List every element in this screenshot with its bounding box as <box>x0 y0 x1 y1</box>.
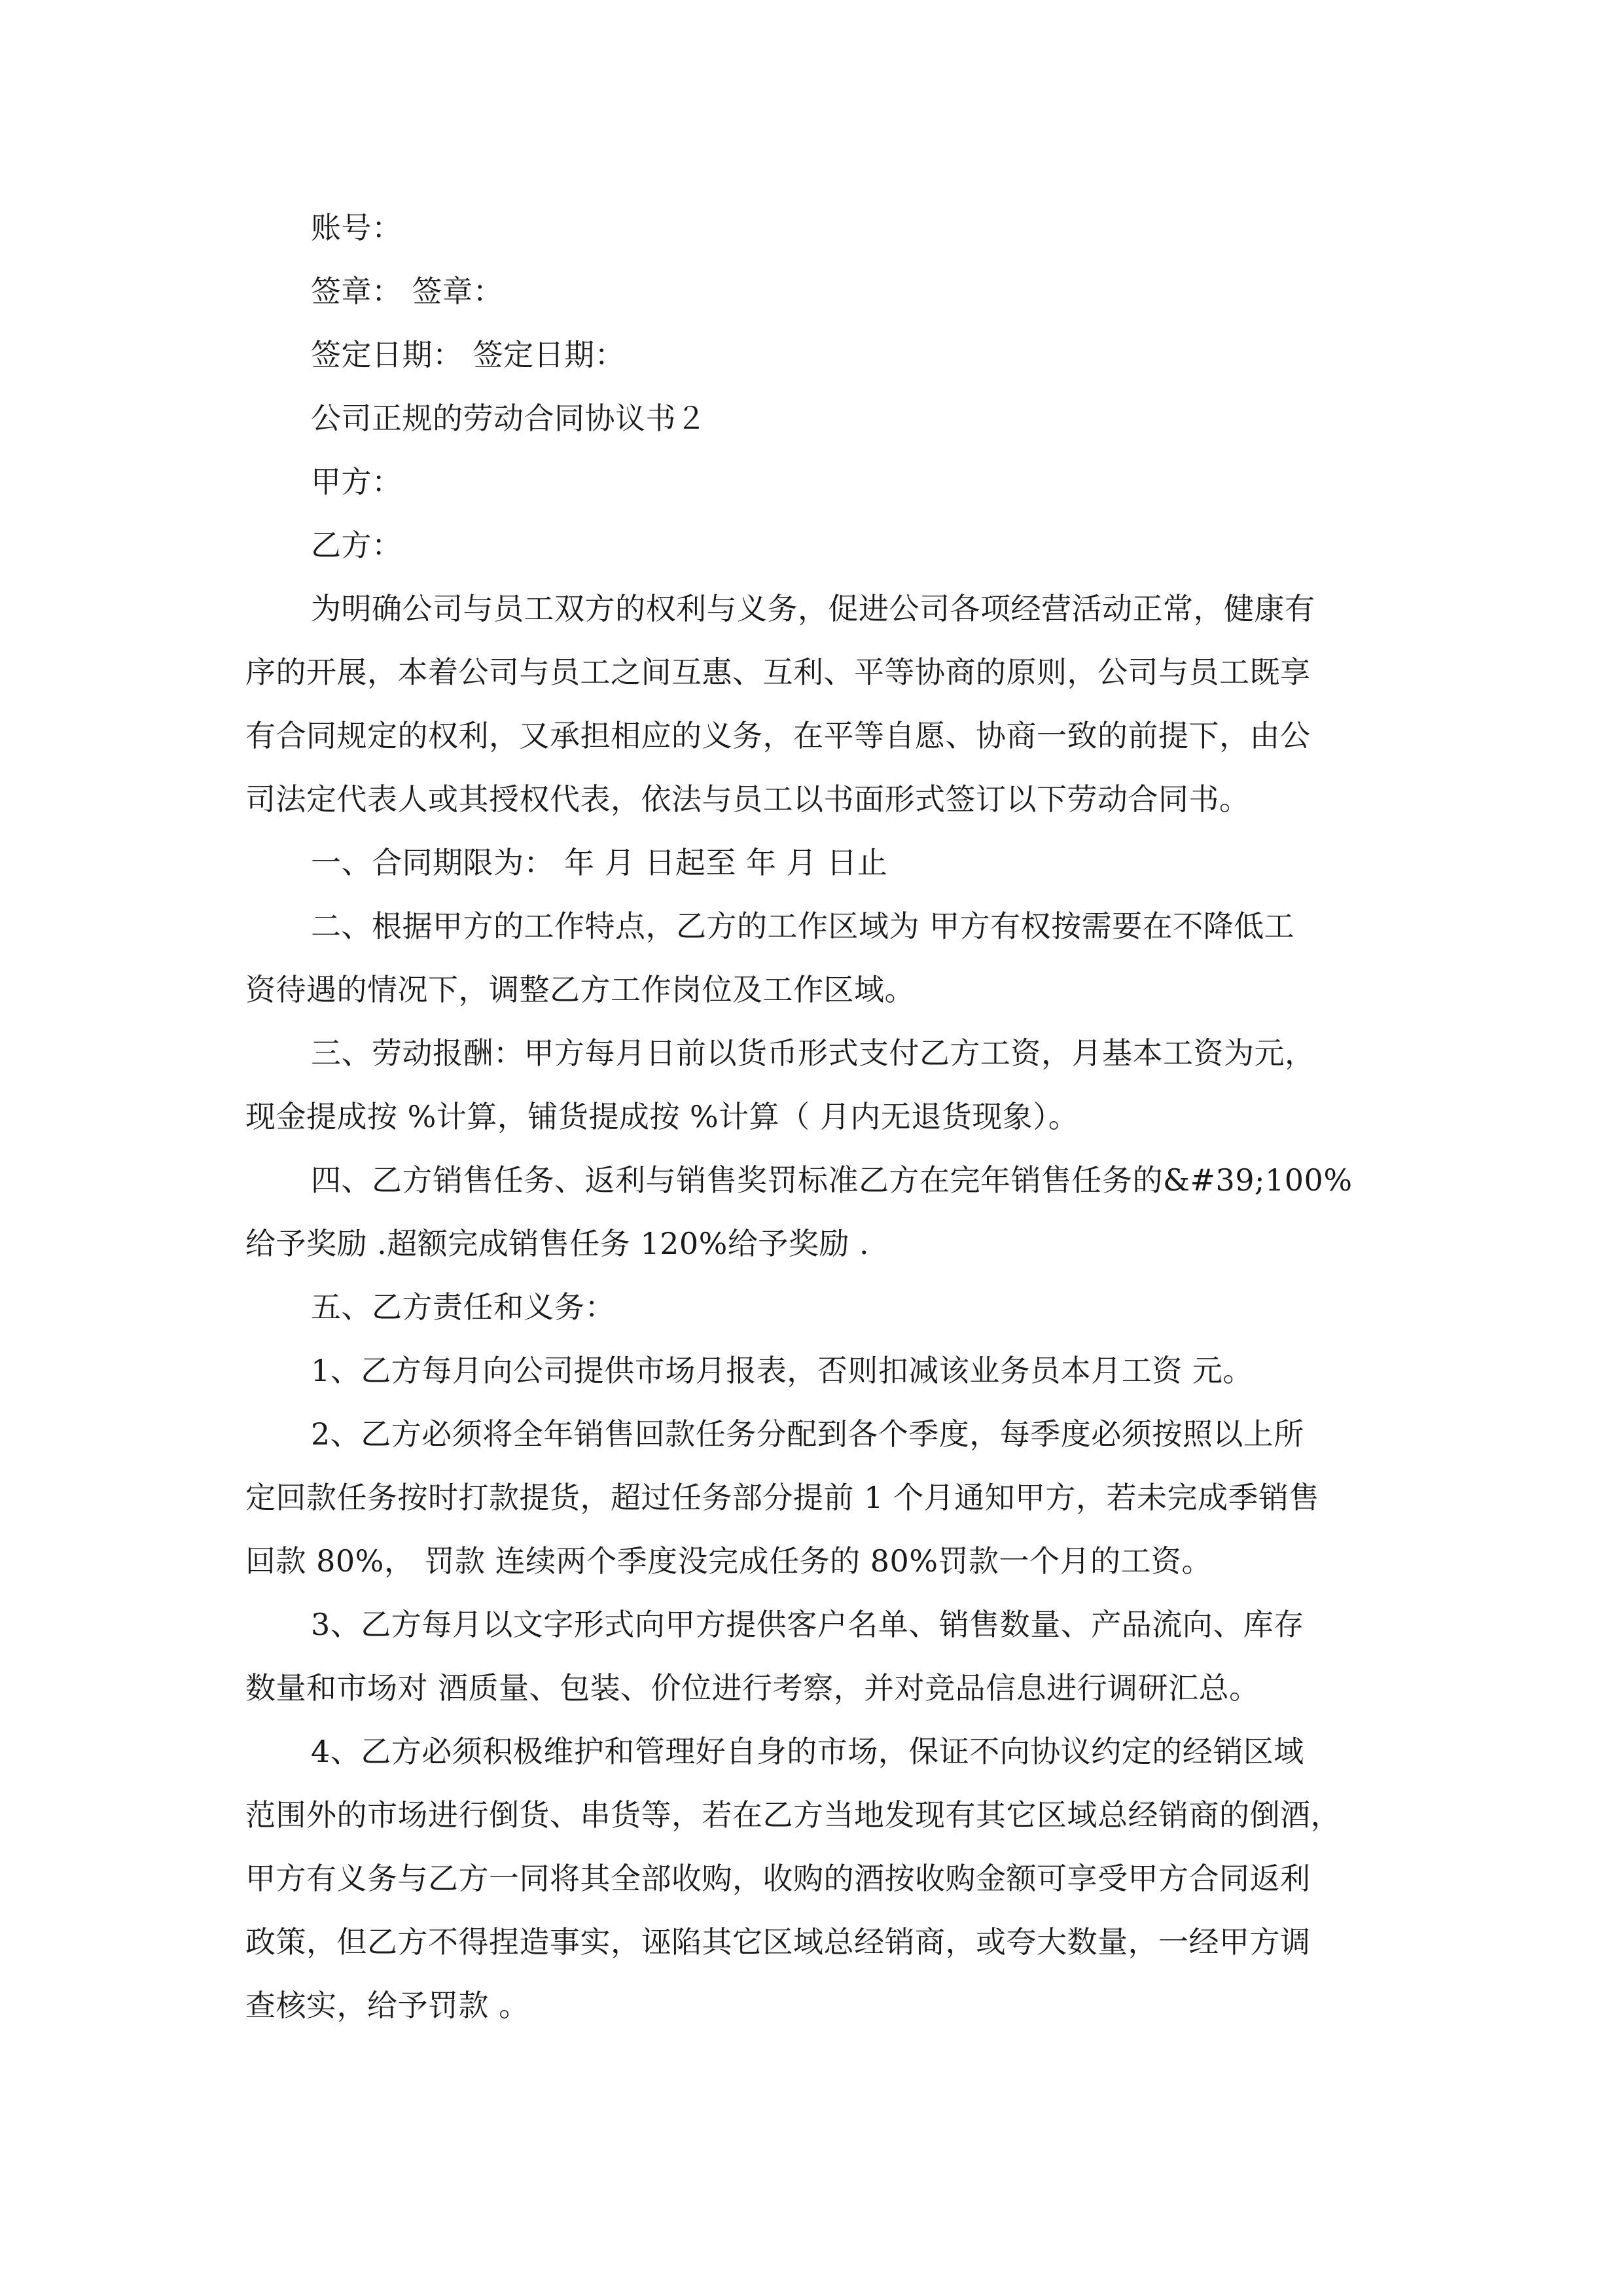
party-a-label: 甲方： <box>311 464 402 499</box>
paragraph-line: 3、乙方每月以文字形式向甲方提供客户名单、销售数量、产品流向、库存 <box>311 1607 1304 1642</box>
paragraph-line: 现金提成按 %计算，铺货提成按 %计算（ 月内无退货现象）。 <box>245 1099 1079 1134</box>
paragraph-line: 四、乙方销售任务、返利与销售奖罚标准乙方在完年销售任务的&#39;100% <box>311 1162 1353 1198</box>
clause-4-sales-targets <box>245 1149 1381 1276</box>
paragraph-line: 查核实，给予罚款 。 <box>245 1988 529 2023</box>
clause-1-contract-term: 一、合同期限为： 年 月 日起至 年 月 日止 <box>311 845 888 880</box>
paragraph-line: 资待遇的情况下，调整乙方工作岗位及工作区域。 <box>245 972 915 1007</box>
paragraph-line: 序的开展，本着公司与员工之间互惠、互利、平等协商的原则，公司与员工既享 <box>245 655 1311 690</box>
clause-5-title: 五、乙方责任和义务： <box>311 1289 615 1325</box>
signature-stamp-labels: 签章： 签章： <box>311 274 504 309</box>
clause-5-item-2 <box>245 1403 1381 1593</box>
paragraph-line: 2、乙方必须将全年销售回款任务分配到各个季度，每季度必须按照以上所 <box>311 1416 1304 1452</box>
paragraph-line: 给予奖励 .超额完成销售任务 120%给予奖励 . <box>245 1226 870 1261</box>
paragraph-line: 数量和市场对 酒质量、包装、价位进行考察，并对竞品信息进行调研汇总。 <box>245 1670 1260 1706</box>
clause-3-remuneration <box>245 1022 1381 1149</box>
clause-5-item-1: 1、乙方每月向公司提供市场月报表，否则扣减该业务员本月工资 元。 <box>311 1353 1253 1388</box>
paragraph-line: 4、乙方必须积极维护和管理好自身的市场，保证不向协议约定的经销区域 <box>311 1734 1304 1769</box>
paragraph-line: 司法定代表人或其授权代表，依法与员工以书面形式签订以下劳动合同书。 <box>245 781 1250 817</box>
contract-title: 公司正规的劳动合同协议书２ <box>311 401 707 436</box>
paragraph-line: 甲方有义务与乙方一同将其全部收购，收购的酒按收购金额可享受甲方合同返利 <box>245 1861 1311 1896</box>
paragraph-line: 有合同规定的权利，又承担相应的义务，在平等自愿、协商一致的前提下，由公 <box>245 718 1311 753</box>
paragraph-line: 三、劳动报酬：甲方每月日前以货币形式支付乙方工资，月基本工资为元， <box>311 1035 1315 1071</box>
paragraph-line: 定回款任务按时打款提货，超过任务部分提前 1 个月通知甲方，若未完成季销售 <box>245 1480 1320 1515</box>
paragraph-line: 回款 80%， 罚款 连续两个季度没完成任务的 80%罚款一个月的工资。 <box>245 1543 1212 1579</box>
account-number-label: 账号： <box>311 210 402 245</box>
paragraph-line: 为明确公司与员工双方的权利与义务，促进公司各项经营活动正常，健康有 <box>311 591 1315 626</box>
clause-5-item-3 <box>245 1593 1381 1720</box>
paragraph-line: 范围外的市场进行倒货、串货等，若在乙方当地发现有其它区域总经销商的倒酒， <box>245 1797 1341 1833</box>
clause-5-item-4 <box>245 1720 1381 2037</box>
intro-paragraph <box>245 577 1381 831</box>
paragraph-line: 政策，但乙方不得捏造事实，诬陷其它区域总经销商，或夸大数量，一经甲方调 <box>245 1924 1311 1960</box>
signing-date-labels: 签定日期： 签定日期： <box>311 337 626 372</box>
party-b-label: 乙方： <box>311 528 402 563</box>
clause-2-work-area <box>245 895 1381 1022</box>
document-body <box>245 196 1381 2037</box>
paragraph-line: 二、根据甲方的工作特点，乙方的工作区域为 甲方有权按需要在不降低工 <box>311 908 1295 944</box>
